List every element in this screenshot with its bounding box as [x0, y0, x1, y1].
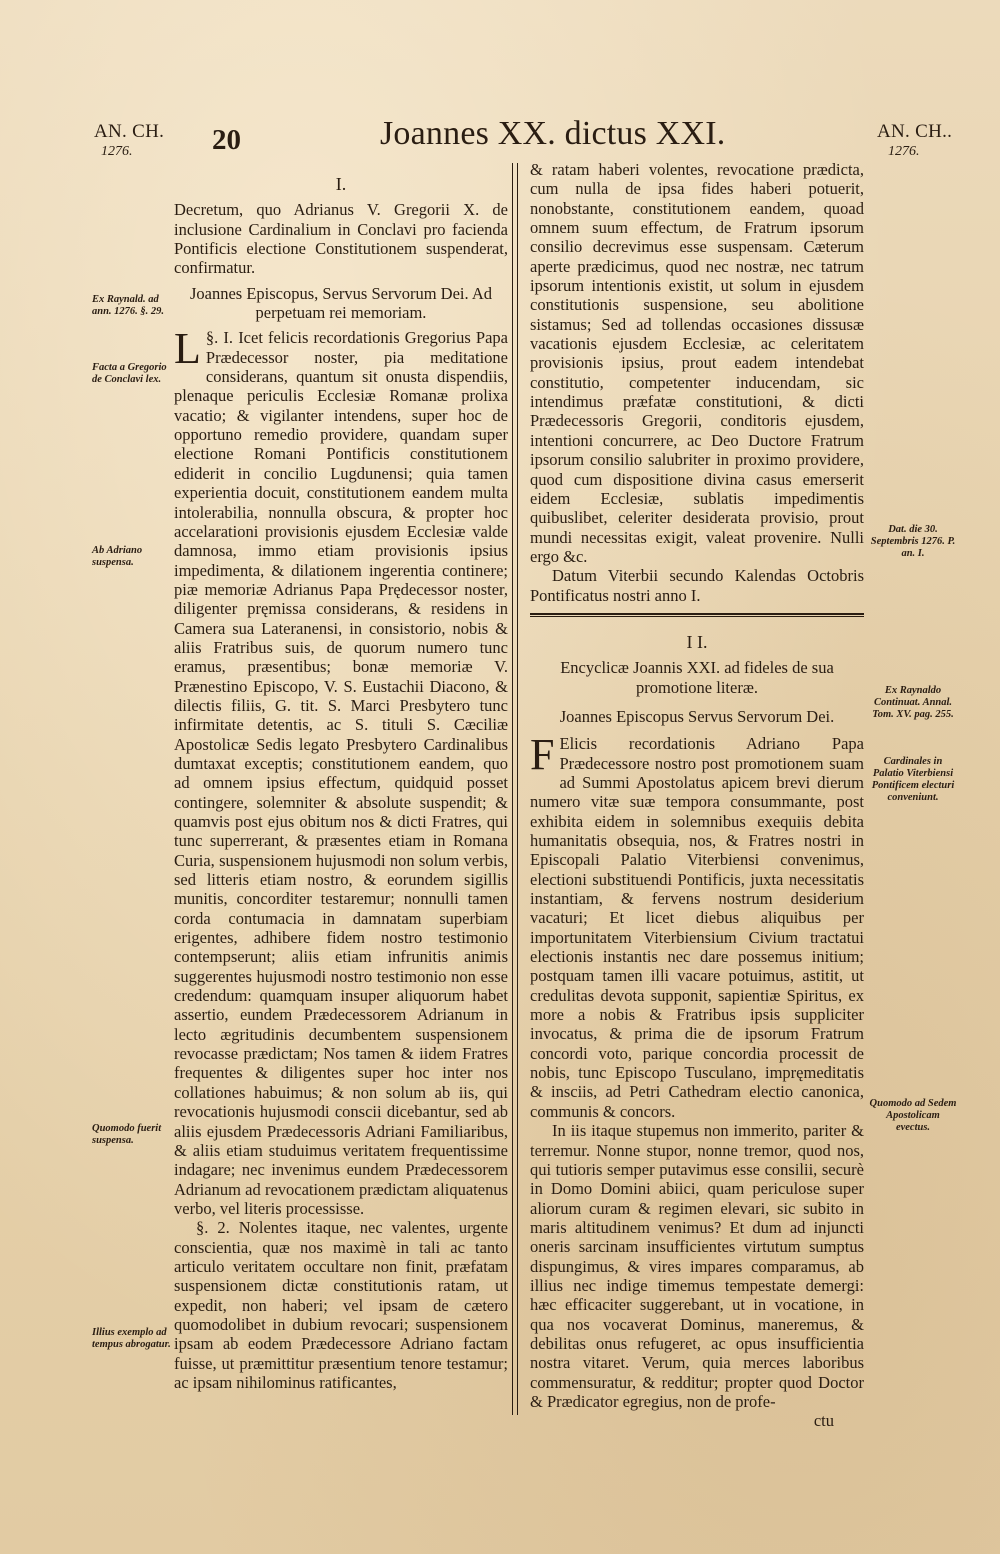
page-number: 20 — [212, 124, 241, 156]
running-title: Joannes XX. dictus XXI. — [380, 115, 726, 152]
header-right-an: AN. CH.. — [877, 121, 953, 142]
catchword: ctu — [813, 1411, 834, 1431]
left-column — [174, 173, 508, 1392]
header-left-year: 1276. — [101, 144, 133, 159]
margin-note-left-3: Ab Adriano suspensa. — [92, 545, 143, 568]
margin-note-right-2: Ex Raynaldo Continuat. Annal. Tom. XV. pag. 255. — [872, 685, 954, 720]
column-divider-double — [517, 163, 518, 1415]
margin-note-left-4: Quomodo fuerit suspensa. — [92, 1123, 162, 1146]
salutation-2: Joannes Episcopus Servus Servorum Dei. — [559, 706, 835, 726]
section-rule — [530, 613, 864, 615]
section-rule-thin — [530, 616, 864, 617]
margin-note-right-1: Dat. die 30. Septembris 1276. P. an. I. — [870, 524, 956, 559]
margin-note-left-2: Facta a Gregorio de Conclavi lex. — [92, 362, 167, 385]
margin-note-right-4: Quomodo ad Sedem Apostolicam evectus. — [869, 1098, 957, 1133]
paragraph-1 — [174, 324, 509, 1218]
drop-cap-f: F — [530, 730, 555, 780]
paragraph-3 — [530, 730, 864, 1121]
right-column — [530, 160, 864, 1431]
paragraph-2: §. 2. Nolentes itaque, nec valentes, urgente conscientia, quæ nos maximè in tali ac tanto articulo veritatem occultare non finit, præfatam suspensionem dictæ constitutionis ratam, ut expedit, non haberi; vel ipsam de cætero quomodolibet in dubium revocari; suspensionem ipsam ab eodem Prædecessore Adriano factam fuisse, ut præmittitur præsentium tenore testamur; ac ipsam nihilominus ratificantes, — [174, 1218, 508, 1392]
datum-line: Datum Viterbii secundo Kalendas Octobris Pontificatus nostri anno I. — [530, 566, 864, 605]
header-left-an: AN. CH. — [94, 121, 165, 142]
drop-cap-l: L — [174, 324, 201, 374]
margin-note-left-5: Illius exemplo ad tempus abrogatur. — [92, 1327, 171, 1350]
salutation-1: Joannes Episcopus, Servus Servorum Dei. Ad perpetuam rei memoriam. — [189, 283, 492, 323]
encyclical-summary: Encyclicæ Joannis XXI. ad fideles de sua promotione literæ. — [560, 658, 834, 697]
section-number-1: I. — [335, 174, 347, 194]
paragraph-prefix: §. I. — [205, 328, 234, 348]
section-number-2: I I. — [686, 631, 708, 652]
header-right-year: 1276. — [888, 144, 920, 159]
paragraph-4: In iis itaque stupemus non immerito, pariter & terremur. Nonne stupor, nonne tremor, quod nos, qui tutioris semper putavimus esse consilii, securè in Domo Domini abiici, quam periculose super aliorum curam & regimen elevari, sic subito in maris altitudinem venimus? Et dum ad injuncti oneris sarcinam insufficientes virtutum sumptus dispungimus, & vires impares comparamus, ab illius nec indige timemus tempestate demergi: hæc efficaciter suggerebant, ut in vocatione, in qua nos vocaverat Dominus, maneremus, & debilitas onus refugeret, ac opus insufficientia nostra vitaret. Verum, quia merces laboribus commensuratur, & redditur; propter quod Doctor & Prædicator egregius, non de profe- — [530, 1121, 864, 1411]
paragraph-continued: & ratam haberi volentes, revocatione prædicta, cum nulla de ipsa fides haberi potuerit, nonobstante, constitutionem eandem, quoad omnem suum effectum, de Fratrum ipsorum consilio decrevimus esse suspensam. Cæterum aperte prædicimus, quod nec nostræ, nec tatrum ipsorum intentionis existit, ut solum in ejusdem constitutionis suspensione, seu abolitione sistamus; Sed ad tollendas occasiones dissusæ vacationis ejusdem Ecclesiæ, ac celeritatem provisionis ipsius, prout eadem intendebat constitutio, competenter inducendam, sic intendimus præfatæ constitutioni, & dicti Prædecessoris Gregorii, conditoris ejusdem, intentioni concurrere, ac Deo Ductore Fratrum ipsorum consilio salubriter in proximo providere, quod cum dispositione divina casus emerserit eidem Ecclesiæ, sublatis impedimentis quibuslibet, celeriter desiderata provisio, prout mundi necessitas exigit, valeat provenire. Nulli ergo &c. — [530, 160, 864, 566]
margin-note-right-3: Cardinales in Palatio Viterbiensi Pontificem electuri conveniunt. — [871, 756, 955, 803]
decree-summary: Decretum, quo Adrianus V. Gregorii X. de inclusione Cardinalium in Conclavi pro facienda Pontificis electione Constitutionem suspenderat, confirmatur. — [174, 200, 508, 278]
paragraph-3-text: Elicis recordationis Adriano Papa Prædecessore nostro post promotionem suam ad Summi Apostolatus apicem brevi dierum numero vitæ suæ tempora consummante, post exhibita eidem in solemnibus exequiis debita humanitatis obsequia, nos, & Fratres nostri in Episcopali Palatio Viterbiensi convenimus, electioni substituendi Pontificis, juxta necessitatis instantiam, & fervens nostrum desiderium vacaturi; Et licet diebus aliquibus per importunitatem Viterbiensium Civium tractatui electionis instantis nec dare possemus initium; postquam tamen illi vacare potuimus, astitit, ut credulitas devota supponit, sapientiæ Spiritus, ex more a nobis & Fratribus ipsis suppliciter invocatus, & prima die de ipsorum Fratrum concordi voto, parique concordia processit de nobis, tunc Episcopo Tusculano, impręmeditatis & insciis, ad Petri Cathedram electio canonica, communis & concors. — [530, 734, 864, 1121]
column-divider — [512, 163, 513, 1415]
paragraph-1-text: Icet felicis recordationis Gregorius Papa Prædecessor noster, pia meditatione considerans, quantum sit onusta dispendiis, plenaque periculis Ecclesiæ Romanæ prolixa vacatio; & vigilanter intendens, super hoc de opportuno remedio providere, quandam super electione Romani Pontificis constitutionem ediderit in concilio Lugdunensi; quia tamen experientia docuit, constitutionem eandem multa intolerabilia, nonnulla obscura, & propter hoc accelarationi provisionis ejusdem Ecclesiæ valde damnosa, immo etiam provisionis ipsius impedimenta, & dilationem ingerentia continere; piæ memoriæ Adrianus Papa Prędecessor noster, diligenter pręmissa considerans, & residens in Camera sua Lateranensi, in consistorio, nobis & aliis Fratribus suis, de quorum numero tunc eramus, præsentibus; bonæ memoriæ V. Prænestino Episcopo, V. S. Eustachii Diacono, & dilectis filiis, G. tit. S. Marci Presbytero tunc infirmitate detentis, ac S. tituli S. Cæciliæ Apostolicæ Sedis legato Presbytero Cardinalibus dumtaxat exceptis; constitutionem eandem, quo ad omnem ipsius effectum, quidquid posset contingere, solemniter & absolute suspendit; & quamvis post ejus obitum nos & dicti Fratres, qui tunc superrerant, & præsentes etiam in Romana Curia, suspensionem hujusmodi non solum verbis, sed litteris etiam nostro, & eorundem sigillis munitis, concorditer testaremur; nonnulli tamen corda contumacia in damnatam superbiam erigentes, adhibere fidem nostro testimonio contempserunt; aliis etiam infrunitis animis suggerentes hujusmodi nostro testimonio non esse credendum: quamquam insuper aliquorum habet assertio, eundem Prædecessorem Adrianum in lecto ægritudinis decumbentem suspensionem revocasse prædictam; Nos tamen & iidem Fratres frequentes & diligentes super hoc inter nos collationes habuimus; & non solum ab iis, qui revocationis hujusmodi conscii dicebantur, sed ab aliis ejusdem Prædecessoris Adriani Familiaribus, & aliis etiam studuimus veritatem frequentissime indagare; nec invenimus eundem Prædecessorem Adrianum ad revocationem prædictam aliquatenus verbo, vel literis processisse. — [174, 328, 509, 1218]
margin-note-left-1: Ex Raynald. ad ann. 1276. §. 29. — [92, 294, 165, 317]
